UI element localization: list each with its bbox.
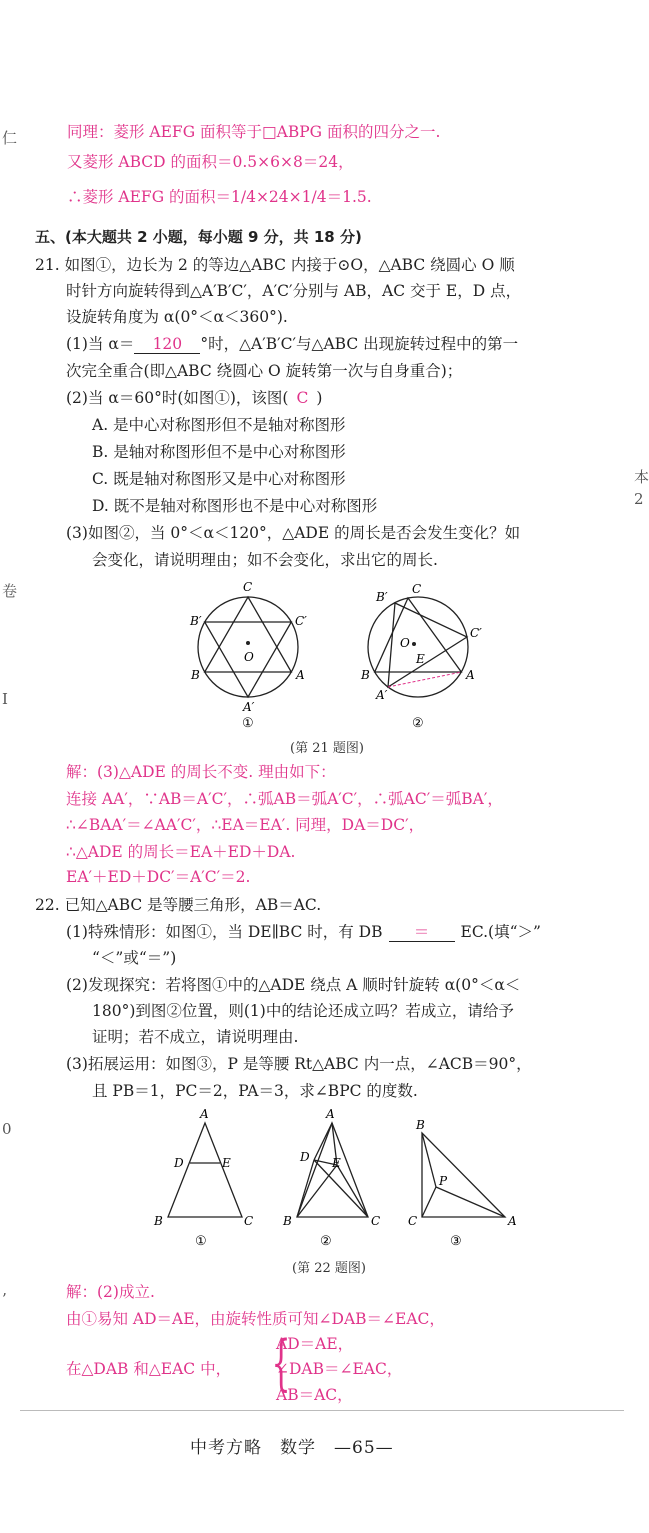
q21-part3-line: (3)如图②，当 0°＜α＜120°，△ADE 的周长是否会发生变化？如	[66, 524, 521, 542]
prev-solution-line: ∴菱形 AEFG 的面积＝1/4×24×1/4＝1.5.	[67, 188, 372, 206]
edge-mark-left: 仁	[2, 129, 18, 147]
q21-option-b: B. 是轴对称图形但不是中心对称图形	[92, 443, 346, 461]
svg-text:A′: A′	[376, 688, 388, 702]
svg-text:O: O	[400, 636, 410, 650]
q21-solution-line: 连接 AA′，∵AB＝A′C′，∴弧AB＝弧A′C′，∴弧AC′＝弧BA′，	[66, 790, 503, 808]
q21-option-a: A. 是中心对称图形但不是轴对称图形	[92, 416, 346, 434]
q22-part2-line: 证明；若不成立，请说明理由.	[92, 1028, 299, 1046]
q21-part2-prefix: (2)当 α＝60°时(如图①)，该图(	[66, 389, 289, 407]
fig21-1	[189, 580, 307, 714]
q22-part1-prefix: (1)特殊情形：如图①，当 DE∥BC 时，有 DB	[66, 923, 383, 941]
q21-part1-prefix: (1)当 α＝	[66, 335, 135, 353]
fig22-3-label: ③	[450, 1234, 462, 1249]
svg-text:C: C	[244, 1214, 254, 1228]
edge-mark-right: 本	[634, 468, 649, 486]
fig22-1-label: ①	[195, 1234, 207, 1249]
fig21-2	[360, 582, 482, 702]
svg-text:A: A	[326, 1107, 335, 1121]
svg-text:A: A	[200, 1107, 209, 1121]
q22-part2-line: 180°)到图②位置，则(1)中的结论还成立吗？若成立，请给予	[92, 1002, 514, 1020]
page-footer: 中考方略 数学 —65—	[190, 1438, 394, 1458]
footer-rule	[20, 1410, 624, 1411]
svg-text:A: A	[508, 1214, 517, 1228]
q22-stem: 22. 已知△ABC 是等腰三角形，AB＝AC.	[35, 896, 322, 914]
q22-solution-line: 在△DAB 和△EAC 中，	[66, 1360, 232, 1378]
edge-mark-left: ’	[2, 1290, 7, 1308]
q21-stem-line: 21. 如图①，边长为 2 的等边△ABC 内接于⊙O，△ABC 绕圆心 O 顺	[35, 256, 515, 274]
q21-solution-line: ∴∠BAA′＝∠AA′C′，∴EA＝EA′. 同理，DA＝DC′，	[66, 816, 425, 834]
svg-text:B: B	[416, 1118, 425, 1132]
prev-solution-line: 同理：菱形 AEFG 面积等于□ABPG 面积的四分之一.	[67, 123, 441, 141]
q21-part1-line2: 次完全重合(即△ABC 绕圆心 O 旋转第一次与自身重合)；	[66, 362, 463, 380]
edge-mark-left: 卷	[2, 582, 18, 600]
q22-part3-line: 且 PB＝1，PC＝2，PA＝3，求∠BPC 的度数.	[92, 1082, 418, 1100]
q21-part1-answer: 120	[134, 337, 200, 354]
q22-part1-suffix: EC.(填“＞”	[460, 923, 541, 941]
svg-text:B: B	[191, 668, 200, 682]
figure-21	[180, 575, 500, 735]
svg-text:P: P	[439, 1174, 448, 1188]
svg-text:B: B	[361, 668, 370, 682]
fig21-2-label: ②	[412, 716, 424, 731]
svg-text:C: C	[371, 1214, 381, 1228]
svg-text:B′: B′	[190, 614, 202, 628]
q22-part1	[66, 925, 541, 942]
prev-solution-line: 又菱形 ABCD 的面积＝0.5×6×8＝24，	[67, 153, 354, 171]
q22-solution-line: 解：(2)成立.	[66, 1283, 155, 1301]
fig22-3	[408, 1118, 517, 1228]
q21-part2-answer: C	[296, 389, 309, 407]
q22-part3-line: (3)拓展运用：如图③，P 是等腰 Rt△ABC 内一点，∠ACB＝90°，	[66, 1055, 532, 1073]
edge-mark-left: 0	[2, 1120, 12, 1138]
q21-part1	[66, 337, 518, 354]
q22-solution-line: 由①易知 AD＝AE，由旋转性质可知∠DAB＝∠EAC，	[66, 1310, 445, 1328]
svg-text:C: C	[412, 582, 422, 596]
svg-text:C′: C′	[470, 626, 482, 640]
fig22-caption: (第 22 题图)	[292, 1261, 366, 1276]
svg-text:E: E	[332, 1156, 341, 1170]
q21-part1-suffix: °时，△A′B′C′与△ABC 出现旋转过程中的第一	[200, 335, 519, 353]
svg-text:D: D	[174, 1156, 184, 1170]
fig21-1-label: ①	[242, 716, 254, 731]
q21-solution-line: ∴△ADE 的周长＝EA＋ED＋DA.	[66, 843, 296, 861]
fig21-caption: (第 21 题图)	[290, 741, 364, 756]
q21-option-c: C. 既是轴对称图形又是中心对称图形	[92, 470, 346, 488]
q22-part1-answer: ＝	[389, 925, 455, 942]
q21-stem-line: 时针方向旋转得到△A′B′C′，A′C′分别与 AB，AC 交于 E，D 点，	[66, 282, 522, 300]
svg-text:E: E	[222, 1156, 231, 1170]
fig22-2	[282, 1107, 380, 1228]
svg-text:B: B	[283, 1214, 292, 1228]
q21-stem-line: 设旋转角度为 α(0°＜α＜360°).	[66, 308, 288, 326]
svg-text:C′: C′	[295, 614, 307, 628]
svg-text:O: O	[244, 650, 254, 664]
svg-text:D: D	[300, 1150, 310, 1164]
q22-system-brace: {	[271, 1328, 291, 1398]
q22-system-line: ∠DAB＝∠EAC，	[276, 1360, 403, 1378]
fig22-1	[153, 1107, 253, 1228]
q21-part3-line: 会变化，请说明理由；如不会变化，求出它的周长.	[92, 551, 438, 569]
svg-text:A′: A′	[243, 700, 255, 714]
section-header: 五、(本大题共 2 小题，每小题 9 分，共 18 分)	[35, 228, 362, 246]
q21-solution-line: EA′＋ED＋DC′＝A′C′＝2.	[66, 868, 251, 886]
q22-system-line: AB＝AC，	[276, 1386, 353, 1404]
svg-text:C: C	[408, 1214, 418, 1228]
q22-part1-line2: “＜”或“＝”)	[92, 949, 177, 967]
svg-text:C: C	[243, 580, 253, 594]
q21-part2	[66, 391, 322, 407]
q21-option-d: D. 既不是轴对称图形也不是中心对称图形	[92, 497, 378, 515]
edge-mark-left: Ⅰ	[2, 690, 8, 708]
fig22-2-label: ②	[320, 1234, 332, 1249]
svg-text:A: A	[296, 668, 305, 682]
svg-text:E: E	[416, 652, 425, 666]
edge-mark-right: 2	[634, 490, 644, 508]
svg-text:A: A	[466, 668, 475, 682]
q21-solution-line: 解：(3)△ADE 的周长不变. 理由如下：	[66, 763, 336, 781]
figure-22	[150, 1105, 530, 1255]
q22-part2-line: (2)发现探究：若将图①中的△ADE 绕点 A 顺时针旋转 α(0°＜α＜	[66, 976, 521, 994]
q21-part2-suffix: )	[316, 389, 323, 407]
svg-text:B′: B′	[376, 590, 388, 604]
svg-text:B: B	[154, 1214, 163, 1228]
q22-system-line: AD＝AE，	[276, 1335, 354, 1353]
